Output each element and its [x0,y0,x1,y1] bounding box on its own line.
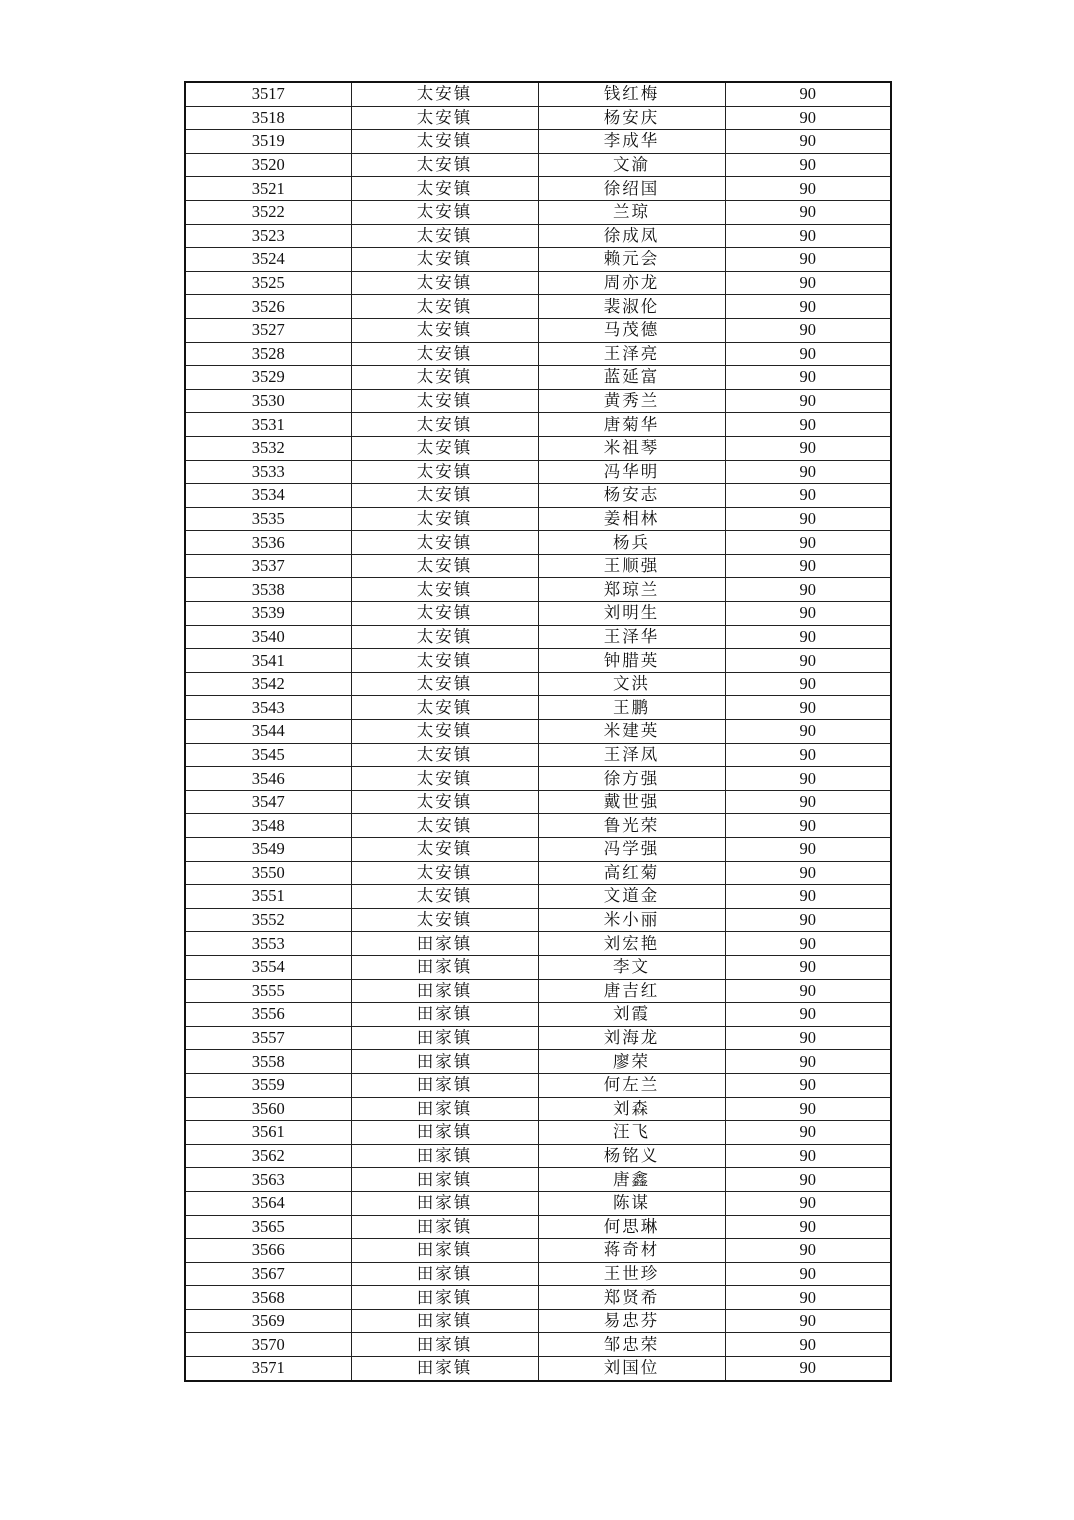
row-number-cell: 3547 [185,790,351,814]
row-number-cell: 3554 [185,955,351,979]
name-cell: 徐方强 [538,767,725,791]
name-cell: 何左兰 [538,1073,725,1097]
amount-cell: 90 [725,885,891,909]
name-cell: 刘宏艳 [538,932,725,956]
row-number-cell: 3535 [185,507,351,531]
name-cell: 李文 [538,955,725,979]
table-row [185,389,891,413]
town-cell: 田家镇 [351,955,538,979]
town-cell: 太安镇 [351,672,538,696]
name-cell: 邹忠荣 [538,1333,725,1357]
name-cell: 王泽亮 [538,342,725,366]
table-row [185,484,891,508]
town-cell: 太安镇 [351,578,538,602]
table-row [185,106,891,130]
town-cell: 太安镇 [351,436,538,460]
town-cell: 太安镇 [351,106,538,130]
amount-cell: 90 [725,838,891,862]
name-cell: 兰琼 [538,200,725,224]
name-cell: 王鹏 [538,696,725,720]
name-cell: 王泽凤 [538,743,725,767]
town-cell: 太安镇 [351,861,538,885]
name-cell: 黄秀兰 [538,389,725,413]
name-cell: 徐成凤 [538,224,725,248]
town-cell: 田家镇 [351,1191,538,1215]
row-number-cell: 3529 [185,366,351,390]
name-cell: 蓝延富 [538,366,725,390]
town-cell: 太安镇 [351,295,538,319]
table-row [185,979,891,1003]
amount-cell: 90 [725,366,891,390]
row-number-cell: 3558 [185,1050,351,1074]
row-number-cell: 3560 [185,1097,351,1121]
town-cell: 田家镇 [351,1050,538,1074]
name-cell: 鲁光荣 [538,814,725,838]
amount-cell: 90 [725,507,891,531]
row-number-cell: 3565 [185,1215,351,1239]
town-cell: 太安镇 [351,554,538,578]
table-row [185,200,891,224]
amount-cell: 90 [725,932,891,956]
row-number-cell: 3536 [185,531,351,555]
table-row [185,578,891,602]
amount-cell: 90 [725,1262,891,1286]
table-row [185,366,891,390]
name-cell: 冯学强 [538,838,725,862]
name-cell: 钟腊英 [538,649,725,673]
row-number-cell: 3523 [185,224,351,248]
row-number-cell: 3548 [185,814,351,838]
name-cell: 陈谋 [538,1191,725,1215]
amount-cell: 90 [725,1191,891,1215]
name-cell: 周亦龙 [538,271,725,295]
amount-cell: 90 [725,106,891,130]
table-row [185,1286,891,1310]
table-row [185,507,891,531]
row-number-cell: 3520 [185,153,351,177]
roster-table [184,81,892,1382]
row-number-cell: 3524 [185,248,351,272]
table-row [185,531,891,555]
name-cell: 杨安庆 [538,106,725,130]
name-cell: 米小丽 [538,908,725,932]
amount-cell: 90 [725,955,891,979]
row-number-cell: 3534 [185,484,351,508]
town-cell: 太安镇 [351,507,538,531]
amount-cell: 90 [725,814,891,838]
town-cell: 田家镇 [351,932,538,956]
table-row [185,625,891,649]
name-cell: 汪飞 [538,1121,725,1145]
town-cell: 太安镇 [351,318,538,342]
row-number-cell: 3550 [185,861,351,885]
amount-cell: 90 [725,790,891,814]
table-row [185,82,891,106]
row-number-cell: 3561 [185,1121,351,1145]
row-number-cell: 3553 [185,932,351,956]
row-number-cell: 3571 [185,1357,351,1381]
table-row [185,720,891,744]
town-cell: 太安镇 [351,885,538,909]
town-cell: 太安镇 [351,130,538,154]
table-row [185,318,891,342]
table-row [185,1239,891,1263]
table-row [185,271,891,295]
table-row [185,460,891,484]
row-number-cell: 3544 [185,720,351,744]
town-cell: 太安镇 [351,366,538,390]
town-cell: 田家镇 [351,1073,538,1097]
table-row [185,885,891,909]
table-row [185,649,891,673]
town-cell: 太安镇 [351,224,538,248]
amount-cell: 90 [725,295,891,319]
row-number-cell: 3564 [185,1191,351,1215]
table-row [185,248,891,272]
amount-cell: 90 [725,649,891,673]
row-number-cell: 3528 [185,342,351,366]
town-cell: 太安镇 [351,649,538,673]
row-number-cell: 3556 [185,1003,351,1027]
table-row [185,1097,891,1121]
name-cell: 王世珍 [538,1262,725,1286]
name-cell: 郑贤希 [538,1286,725,1310]
name-cell: 李成华 [538,130,725,154]
name-cell: 杨安志 [538,484,725,508]
table-row [185,696,891,720]
table-row [185,1144,891,1168]
town-cell: 田家镇 [351,1262,538,1286]
town-cell: 太安镇 [351,484,538,508]
row-number-cell: 3552 [185,908,351,932]
town-cell: 太安镇 [351,460,538,484]
amount-cell: 90 [725,1050,891,1074]
amount-cell: 90 [725,130,891,154]
town-cell: 田家镇 [351,1144,538,1168]
row-number-cell: 3566 [185,1239,351,1263]
table-row [185,743,891,767]
amount-cell: 90 [725,672,891,696]
town-cell: 太安镇 [351,248,538,272]
name-cell: 冯华明 [538,460,725,484]
table-row [185,1191,891,1215]
amount-cell: 90 [725,153,891,177]
table-row [185,153,891,177]
name-cell: 廖荣 [538,1050,725,1074]
amount-cell: 90 [725,861,891,885]
name-cell: 赖元会 [538,248,725,272]
town-cell: 太安镇 [351,602,538,626]
table-row [185,1121,891,1145]
table-row [185,1073,891,1097]
name-cell: 文渝 [538,153,725,177]
name-cell: 郑琼兰 [538,578,725,602]
name-cell: 刘海龙 [538,1026,725,1050]
name-cell: 裴淑伦 [538,295,725,319]
table-row [185,436,891,460]
town-cell: 太安镇 [351,767,538,791]
town-cell: 太安镇 [351,413,538,437]
town-cell: 太安镇 [351,531,538,555]
row-number-cell: 3539 [185,602,351,626]
town-cell: 太安镇 [351,743,538,767]
amount-cell: 90 [725,908,891,932]
row-number-cell: 3542 [185,672,351,696]
row-number-cell: 3540 [185,625,351,649]
amount-cell: 90 [725,318,891,342]
name-cell: 唐鑫 [538,1168,725,1192]
name-cell: 钱红梅 [538,82,725,106]
amount-cell: 90 [725,767,891,791]
town-cell: 田家镇 [351,1309,538,1333]
name-cell: 刘国位 [538,1357,725,1381]
amount-cell: 90 [725,1168,891,1192]
table-row [185,1215,891,1239]
table-row [185,932,891,956]
table-row [185,1026,891,1050]
town-cell: 田家镇 [351,1333,538,1357]
name-cell: 王顺强 [538,554,725,578]
name-cell: 姜相林 [538,507,725,531]
row-number-cell: 3533 [185,460,351,484]
row-number-cell: 3551 [185,885,351,909]
row-number-cell: 3521 [185,177,351,201]
row-number-cell: 3532 [185,436,351,460]
table-row [185,130,891,154]
amount-cell: 90 [725,224,891,248]
name-cell: 王泽华 [538,625,725,649]
table-row [185,342,891,366]
name-cell: 戴世强 [538,790,725,814]
amount-cell: 90 [725,484,891,508]
row-number-cell: 3569 [185,1309,351,1333]
roster-table-body [185,82,891,1381]
town-cell: 太安镇 [351,271,538,295]
name-cell: 杨铭义 [538,1144,725,1168]
name-cell: 杨兵 [538,531,725,555]
amount-cell: 90 [725,578,891,602]
amount-cell: 90 [725,554,891,578]
table-row [185,672,891,696]
amount-cell: 90 [725,1003,891,1027]
table-row [185,1003,891,1027]
amount-cell: 90 [725,979,891,1003]
table-row [185,554,891,578]
name-cell: 唐吉红 [538,979,725,1003]
row-number-cell: 3568 [185,1286,351,1310]
name-cell: 蒋奇材 [538,1239,725,1263]
name-cell: 何思琳 [538,1215,725,1239]
amount-cell: 90 [725,1073,891,1097]
town-cell: 田家镇 [351,1215,538,1239]
amount-cell: 90 [725,177,891,201]
amount-cell: 90 [725,1357,891,1381]
row-number-cell: 3538 [185,578,351,602]
row-number-cell: 3567 [185,1262,351,1286]
name-cell: 马茂德 [538,318,725,342]
town-cell: 太安镇 [351,720,538,744]
table-row [185,224,891,248]
table-row [185,1050,891,1074]
town-cell: 田家镇 [351,1286,538,1310]
town-cell: 太安镇 [351,625,538,649]
town-cell: 田家镇 [351,1239,538,1263]
row-number-cell: 3545 [185,743,351,767]
amount-cell: 90 [725,1026,891,1050]
amount-cell: 90 [725,413,891,437]
name-cell: 唐菊华 [538,413,725,437]
amount-cell: 90 [725,625,891,649]
row-number-cell: 3563 [185,1168,351,1192]
name-cell: 徐绍国 [538,177,725,201]
row-number-cell: 3541 [185,649,351,673]
amount-cell: 90 [725,1144,891,1168]
name-cell: 刘霞 [538,1003,725,1027]
town-cell: 太安镇 [351,908,538,932]
row-number-cell: 3517 [185,82,351,106]
table-row [185,1309,891,1333]
table-row [185,413,891,437]
amount-cell: 90 [725,720,891,744]
row-number-cell: 3530 [185,389,351,413]
table-row [185,908,891,932]
amount-cell: 90 [725,696,891,720]
table-row [185,1333,891,1357]
table-row [185,838,891,862]
row-number-cell: 3522 [185,200,351,224]
row-number-cell: 3546 [185,767,351,791]
row-number-cell: 3537 [185,554,351,578]
row-number-cell: 3562 [185,1144,351,1168]
amount-cell: 90 [725,389,891,413]
row-number-cell: 3526 [185,295,351,319]
amount-cell: 90 [725,1215,891,1239]
row-number-cell: 3557 [185,1026,351,1050]
town-cell: 田家镇 [351,1003,538,1027]
amount-cell: 90 [725,1333,891,1357]
row-number-cell: 3527 [185,318,351,342]
amount-cell: 90 [725,460,891,484]
town-cell: 太安镇 [351,814,538,838]
table-row [185,1262,891,1286]
table-row [185,790,891,814]
town-cell: 田家镇 [351,1121,538,1145]
amount-cell: 90 [725,1239,891,1263]
table-row [185,1168,891,1192]
town-cell: 太安镇 [351,696,538,720]
amount-cell: 90 [725,436,891,460]
name-cell: 米建英 [538,720,725,744]
table-row [185,1357,891,1381]
amount-cell: 90 [725,1309,891,1333]
amount-cell: 90 [725,1286,891,1310]
row-number-cell: 3559 [185,1073,351,1097]
table-row [185,814,891,838]
name-cell: 高红菊 [538,861,725,885]
amount-cell: 90 [725,1097,891,1121]
row-number-cell: 3549 [185,838,351,862]
row-number-cell: 3570 [185,1333,351,1357]
table-row [185,177,891,201]
amount-cell: 90 [725,248,891,272]
town-cell: 太安镇 [351,82,538,106]
amount-cell: 90 [725,1121,891,1145]
town-cell: 田家镇 [351,979,538,1003]
row-number-cell: 3525 [185,271,351,295]
town-cell: 太安镇 [351,153,538,177]
name-cell: 文道金 [538,885,725,909]
row-number-cell: 3531 [185,413,351,437]
table-row [185,295,891,319]
town-cell: 田家镇 [351,1026,538,1050]
town-cell: 太安镇 [351,177,538,201]
town-cell: 太安镇 [351,838,538,862]
town-cell: 田家镇 [351,1168,538,1192]
amount-cell: 90 [725,531,891,555]
town-cell: 太安镇 [351,389,538,413]
table-row [185,955,891,979]
table-row [185,602,891,626]
town-cell: 太安镇 [351,342,538,366]
town-cell: 太安镇 [351,200,538,224]
amount-cell: 90 [725,200,891,224]
row-number-cell: 3519 [185,130,351,154]
name-cell: 易忠芬 [538,1309,725,1333]
table-row [185,861,891,885]
amount-cell: 90 [725,602,891,626]
row-number-cell: 3543 [185,696,351,720]
amount-cell: 90 [725,743,891,767]
amount-cell: 90 [725,342,891,366]
row-number-cell: 3555 [185,979,351,1003]
name-cell: 文洪 [538,672,725,696]
name-cell: 刘明生 [538,602,725,626]
town-cell: 太安镇 [351,790,538,814]
name-cell: 米祖琴 [538,436,725,460]
table-row [185,767,891,791]
town-cell: 田家镇 [351,1357,538,1381]
amount-cell: 90 [725,271,891,295]
name-cell: 刘森 [538,1097,725,1121]
amount-cell: 90 [725,82,891,106]
row-number-cell: 3518 [185,106,351,130]
town-cell: 田家镇 [351,1097,538,1121]
